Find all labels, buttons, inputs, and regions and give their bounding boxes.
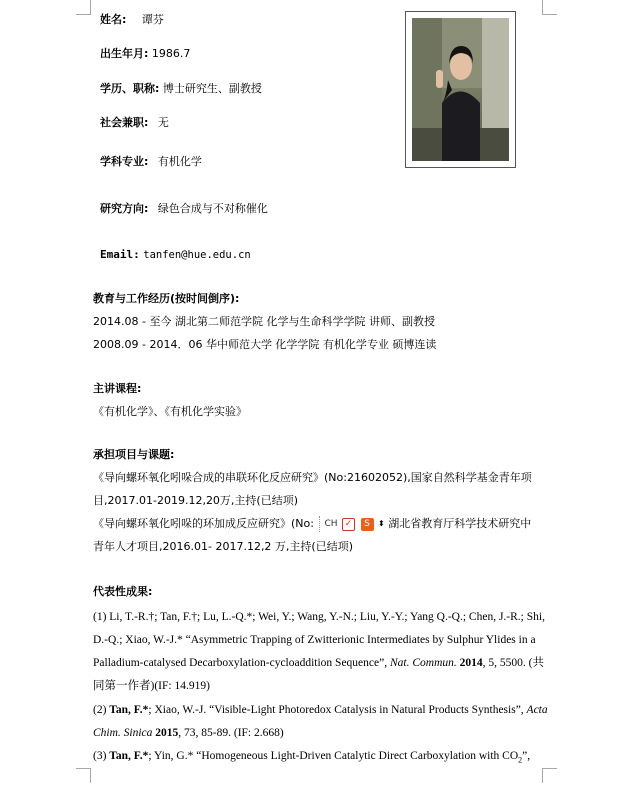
journal-name: Acta	[526, 704, 548, 716]
dropdown-arrow-icon[interactable]: ⬍	[378, 519, 385, 528]
project-line: 《导向螺环氧化吲哚合成的串联环化反应研究》(No:21602052),国家自然科学基金青年项	[93, 471, 532, 484]
major-value: 有机化学	[157, 155, 202, 168]
result-text: , 5, 5500. (共	[482, 657, 544, 669]
email-value: tanfen@hue.edu.cn	[143, 249, 251, 261]
input-method-ch-indicator[interactable]: CH	[324, 519, 338, 529]
floating-toolbar[interactable]	[319, 516, 384, 532]
author-name: Tan, F.*	[109, 704, 149, 716]
education-heading: 教育与工作经历(按时间倒序):	[93, 292, 240, 305]
education-item: 2008.09 - 2014．06 华中师范大学 化学学院 有机化学专业 硕博连读	[93, 338, 437, 351]
result-3-line-1	[93, 748, 530, 768]
journal-name: Chim. Sinica	[93, 727, 153, 739]
result-text: ”,	[522, 750, 531, 762]
profile-photo-frame	[405, 11, 516, 168]
subscript: 2	[518, 755, 523, 765]
journal-name: Nat. Commun.	[389, 657, 457, 669]
result-text: D.-Q.; Xiao, W.-J.* “Asymmetric Trapping of Zwitterionic Intermediates by Sulphur Ylides in a	[93, 634, 536, 646]
page-corner-mark-bottom-right	[542, 768, 557, 783]
result-text: , 73, 85-89. (IF: 2.668)	[178, 727, 284, 739]
courses-text: 《有机化学》、《有机化学实验》	[93, 405, 247, 418]
pdf-icon[interactable]: ✓	[342, 518, 355, 531]
email-row	[100, 247, 251, 263]
project-line-start: 《导向螺环氧化吲哚的环加成反应研究》(No:	[93, 517, 314, 530]
results-heading: 代表性成果:	[93, 585, 153, 598]
sogou-icon[interactable]: S	[361, 518, 374, 531]
result-text: ; Yin, G.* “Homogeneous Light-Driven Catalytic Direct Carboxylation with CO	[148, 750, 519, 762]
name-value: 谭芬	[141, 13, 164, 26]
projects-heading: 承担项目与课题:	[93, 448, 175, 461]
page-corner-mark-top-left	[76, 0, 91, 15]
degree-row	[100, 81, 262, 97]
courses-heading: 主讲课程:	[93, 382, 142, 395]
degree-value: 博士研究生、副教授	[162, 82, 262, 95]
research-label: 研究方向:	[100, 202, 149, 215]
result-2-line-1	[93, 702, 548, 718]
result-text: 同第一作者)(IF: 14.919)	[93, 680, 210, 692]
author-name: Tan, F.*	[109, 750, 149, 762]
result-text: (1) Li, T.-R.†; Tan, F.†; Lu, L.-Q.*; Wei, Y.; Wang, Y.-N.; Liu, Y.-Y.; Yang Q.-Q.; Chen, J.-R.; Shi,	[93, 611, 545, 623]
birth-value: 1986.7	[151, 47, 191, 60]
research-value: 绿色合成与不对称催化	[157, 202, 268, 215]
page-corner-mark-bottom-left	[76, 768, 91, 783]
major-row	[100, 154, 202, 170]
name-label: 姓名:	[100, 13, 127, 26]
project-line: 青年人才项目,2016.01- 2017.12,2 万,主持(已结项)	[93, 540, 354, 553]
email-label: Email:	[100, 248, 140, 261]
research-row	[100, 201, 268, 217]
page-corner-mark-top-right	[542, 0, 557, 15]
result-1-line-1	[93, 609, 545, 625]
social-label: 社会兼职:	[100, 116, 149, 129]
degree-label: 学历、职称:	[100, 82, 160, 95]
publication-year: 2014	[456, 657, 483, 669]
publication-year: 2015	[152, 727, 179, 739]
social-row	[100, 115, 169, 131]
project-line: 目,2017.01-2019.12,20万,主持(已结项)	[93, 494, 299, 507]
education-item: 2014.08 - 至今 湖北第二师范学院 化学与生命科学学院 讲师、副教授	[93, 315, 435, 328]
profile-photo	[412, 18, 509, 161]
result-1-line-3	[93, 655, 544, 671]
result-1-line-4	[93, 678, 210, 694]
social-value: 无	[157, 116, 169, 129]
result-text: (2)	[93, 704, 110, 716]
result-text: (3)	[93, 750, 110, 762]
result-1-line-2	[93, 632, 536, 648]
project-line	[93, 516, 531, 532]
birth-row	[100, 46, 190, 62]
result-2-line-2	[93, 725, 284, 741]
birth-label: 出生年月:	[100, 47, 149, 60]
result-text: ; Xiao, W.-J. “Visible-Light Photoredox Catalysis in Natural Products Synthesis”,	[148, 704, 527, 716]
name-row	[100, 12, 164, 28]
result-text: Palladium-catalysed Decarboxylation-cycloaddition Sequence”,	[93, 657, 390, 669]
major-label: 学科专业:	[100, 155, 149, 168]
project-line-end: 湖北省教育厅科学技术研究中	[388, 517, 532, 530]
